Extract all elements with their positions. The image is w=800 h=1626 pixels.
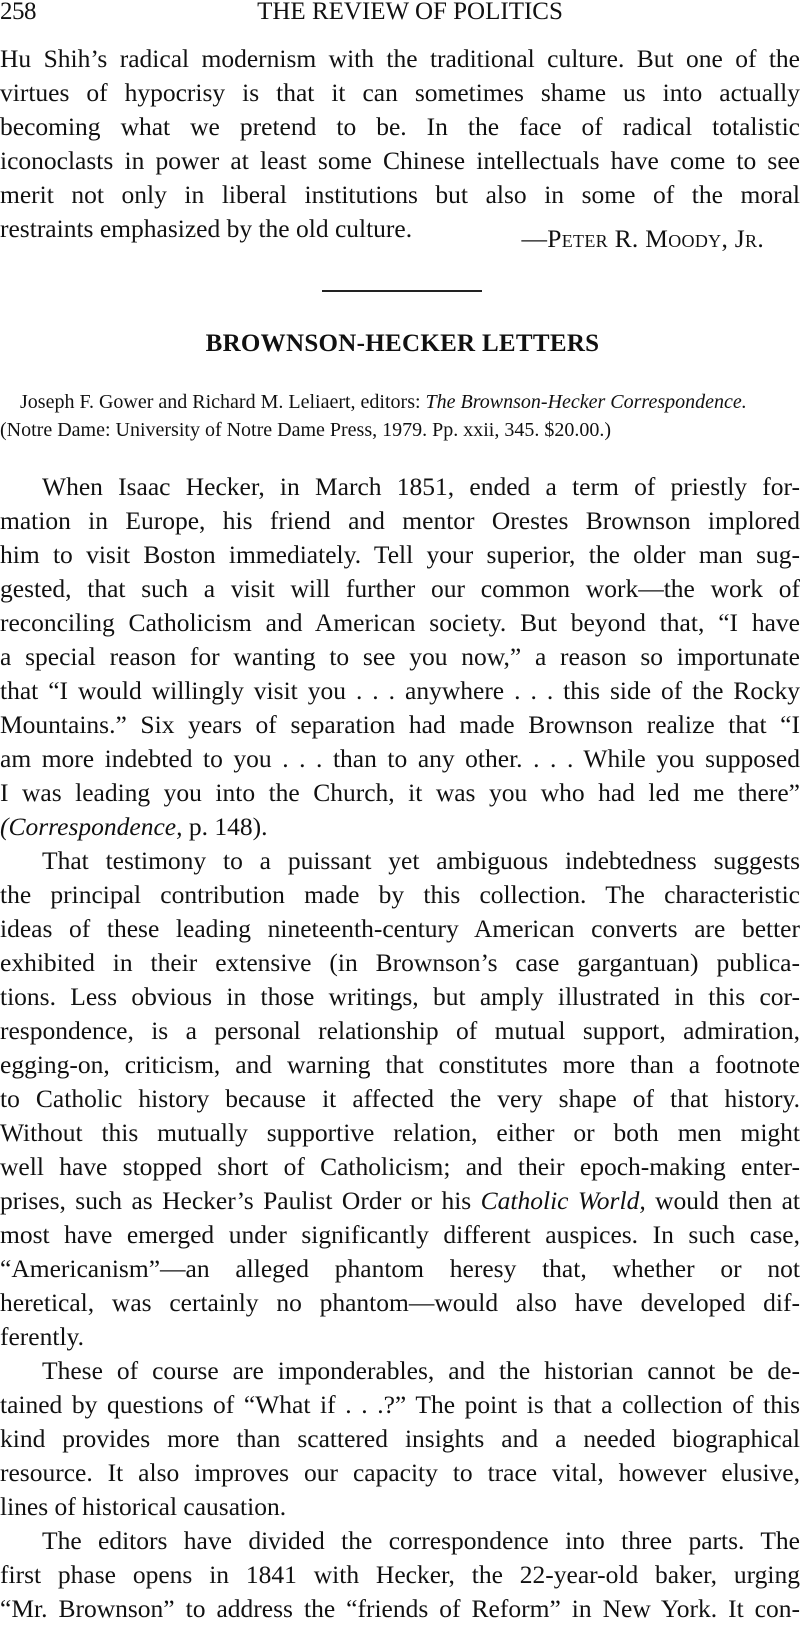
text-line: to Catholic history because it affected the very shape of that history. [0, 1084, 800, 1113]
text-line: “Mr. Brownson” to address the “friends of Reform” in New York. It con- [0, 1594, 800, 1623]
page-number: 258 [0, 0, 36, 25]
citation-editors: Joseph F. Gower and Richard M. Leliaert, editors: [20, 391, 426, 413]
journal-title: THE REVIEW OF POLITICS [257, 0, 563, 25]
text-line: The editors have divided the correspondence into three parts. The [42, 1526, 800, 1555]
text-line: Mountains.” Six years of separation had made Brownson realize that “I [0, 710, 800, 739]
text-line: mation in Europe, his friend and mentor Orestes Brownson implored [0, 506, 800, 535]
text-line: first phase opens in 1841 with Hecker, the 22-year-old baker, urging [0, 1560, 800, 1589]
text-line: tained by questions of “What if . . .?” The point is that a collection of this [0, 1390, 800, 1419]
text-line: I was leading you into the Church, it was you who had led me there” [0, 778, 800, 807]
text-line: lines of historical causation. [0, 1492, 287, 1521]
citation-line [0, 388, 800, 416]
text-line: ferently. [0, 1322, 85, 1351]
periodical-title: Catholic World, [480, 1186, 646, 1215]
text-line: “Americanism”—an alleged phantom heresy that, whether or not [0, 1254, 800, 1283]
text-line: him to visit Boston immediately. Tell your superior, the older man sug- [0, 540, 800, 569]
text-line: a special reason for wanting to see you now,” a reason so importunate [0, 642, 800, 671]
text-line: restraints emphasized by the old culture. [0, 214, 413, 243]
text-line: kind provides more than scattered insights and a needed biographical [0, 1424, 800, 1453]
text-line: Hu Shih’s radical modernism with the traditional culture. But one of the [0, 44, 800, 73]
text-line: These of course are imponderables, and the historian cannot be de- [42, 1356, 800, 1385]
text-line: When Isaac Hecker, in March 1851, ended a term of priestly for- [42, 472, 800, 501]
text-line: That testimony to a puissant yet ambiguous indebtedness suggests [42, 846, 800, 875]
text-line: respondence, is a personal relationship of mutual support, admiration, [0, 1016, 800, 1045]
text-line: that “I would willingly visit you . . . anywhere . . . this side of the Rocky [0, 676, 800, 705]
citation-ref-italic: (Correspondence, [0, 812, 183, 841]
text-line [0, 1184, 800, 1218]
text-line: virtues of hypocrisy is that it can sometimes shame us into actually [0, 78, 800, 107]
citation-publication: (Notre Dame: University of Notre Dame Press, 1979. Pp. xxii, 345. $20.00.) [0, 419, 612, 441]
text-line: exhibited in their extensive (in Brownson’s case gargantuan) publica- [0, 948, 800, 977]
text-segment: prises, such as Hecker’s Paulist Order or his [0, 1186, 481, 1215]
text-line: ideas of these leading nineteenth-century American converts are better [0, 914, 800, 943]
review-title: BROWNSON-HECKER LETTERS [205, 330, 600, 357]
text-line: resource. It also improves our capacity to trace vital, however elusive, [0, 1458, 800, 1487]
text-line: gested, that such a visit will further our common work—the work of [0, 574, 800, 603]
citation-book-title: The Brownson-Hecker Correspondence. [425, 391, 747, 413]
text-line: reconciling Catholicism and American society. But beyond that, “I have [0, 608, 800, 637]
text-segment: would then at [645, 1186, 800, 1215]
text-line: Without this mutually supportive relation, either or both men might [0, 1118, 800, 1147]
text-line: the principal contribution made by this collection. The characteristic [0, 880, 800, 909]
review-body [0, 470, 800, 1626]
reviewer-signature: —Peter R. Moody, Jr. [521, 224, 764, 253]
text-line [0, 810, 800, 844]
text-line: heretical, was certainly no phantom—would also have developed dif- [0, 1288, 800, 1317]
text-line: tions. Less obvious in those writings, but amply illustrated in this cor- [0, 982, 800, 1011]
section-divider [322, 290, 482, 292]
prior-review-text [0, 42, 800, 246]
text-line: am more indebted to you . . . than to any other. . . . While you supposed [0, 744, 800, 773]
text-line: becoming what we pretend to be. In the face of radical totalistic [0, 112, 800, 141]
running-head [0, 0, 800, 30]
book-citation [0, 388, 800, 444]
text-line: egging-on, criticism, and warning that constitutes more than a footnote [0, 1050, 800, 1079]
text-line: iconoclasts in power at least some Chinese intellectuals have come to see [0, 146, 800, 175]
text-line: merit not only in liberal institutions but also in some of the moral [0, 180, 800, 209]
text-line: most have emerged under significantly different auspices. In such case, [0, 1220, 800, 1249]
citation-ref-page: p. 148). [182, 812, 268, 841]
text-line: well have stopped short of Catholicism; and their epoch-making enter- [0, 1152, 800, 1181]
